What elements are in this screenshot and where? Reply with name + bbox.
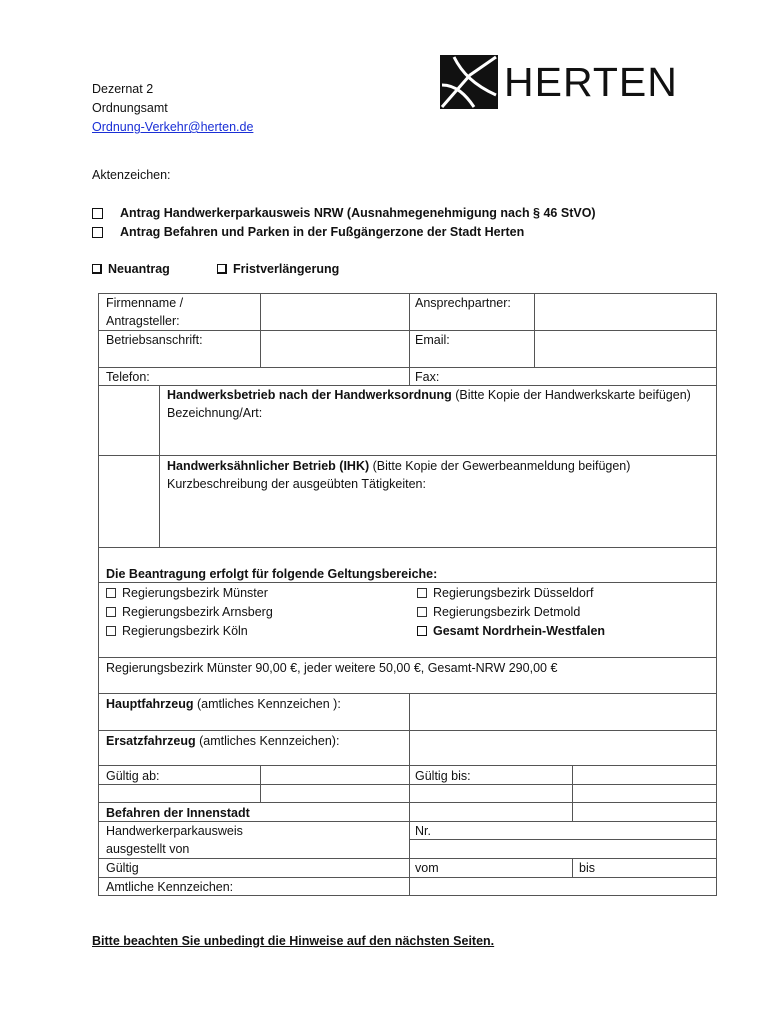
nr-label: Nr. — [415, 824, 431, 838]
table-line — [98, 765, 717, 766]
handwerksbetrieb-checkbox-cell[interactable] — [100, 387, 158, 453]
herten-logo-mark-icon — [440, 55, 498, 109]
notice-text: Bitte beachten Sie unbedingt die Hinweise auf den nächsten Seiten. — [92, 934, 495, 948]
herten-logo — [440, 55, 678, 109]
firmenname-field[interactable] — [262, 295, 406, 328]
checkbox-koeln[interactable] — [106, 626, 116, 636]
bezirk-duesseldorf-label: Regierungsbezirk Düsseldorf — [433, 586, 594, 600]
bis-label: bis — [579, 861, 595, 875]
neuantrag-label: Neuantrag — [108, 262, 170, 276]
ansprechpartner-field[interactable] — [536, 295, 714, 328]
application-form-table — [98, 293, 717, 896]
gueltig-ab-label: Gültig ab: — [106, 769, 160, 783]
table-line — [98, 367, 717, 368]
bezirk-arnsberg[interactable] — [106, 603, 273, 621]
bezirk-muenster-label: Regierungsbezirk Münster — [122, 586, 268, 600]
table-line — [98, 802, 717, 803]
ersatzfahrzeug-label — [106, 732, 339, 750]
sender-email-link[interactable]: Ordnung-Verkehr@herten.de — [92, 120, 254, 134]
handwerksaehnlich-title: Handwerksähnlicher Betrieb (IHK) — [167, 459, 370, 473]
bezirk-muenster[interactable] — [106, 584, 268, 602]
sender-office: Ordnungsamt — [92, 101, 168, 115]
sender-block — [92, 80, 253, 137]
table-line — [572, 858, 573, 877]
handwerksbetrieb-description: (Bitte Kopie der Handwerkskarte beifügen) Bezeichnung/Art: — [167, 388, 691, 420]
firmenname-label: Firmenname / Antragsteller: — [106, 296, 184, 328]
vom-label: vom — [415, 861, 439, 875]
table-line — [98, 582, 717, 583]
checkbox-nrw[interactable] — [417, 626, 427, 636]
bezirk-nrw-label: Gesamt Nordrhein-Westfalen — [433, 624, 606, 638]
handwerksaehnlich-checkbox-cell[interactable] — [100, 457, 158, 545]
ersatzfahrzeug-title: Ersatzfahrzeug — [106, 734, 196, 748]
bezirk-duesseldorf[interactable] — [417, 584, 594, 602]
checkbox-muenster[interactable] — [106, 588, 116, 598]
geltungsbereiche-heading: Die Beantragung erfolgt für folgende Geltungsbereiche: — [106, 567, 438, 581]
ersatzfahrzeug-field[interactable] — [411, 732, 714, 764]
aktenzeichen-label: Aktenzeichen: — [92, 168, 171, 182]
antrag-option-parkausweis[interactable] — [92, 206, 596, 220]
sender-department: Dezernat 2 — [92, 82, 154, 96]
checkbox-duesseldorf[interactable] — [417, 588, 427, 598]
handwerksaehnlich-description: (Bitte Kopie der Gewerbeanmeldung beifügen) Kurzbeschreibung der ausgeübten Tätigkeiten: — [167, 459, 631, 491]
table-line — [98, 547, 717, 548]
bezirk-detmold[interactable] — [417, 603, 580, 621]
handwerksaehnlich-text — [167, 457, 712, 493]
checkbox-parkausweis[interactable] — [92, 208, 103, 219]
table-line — [572, 802, 573, 821]
table-line — [98, 784, 717, 785]
option-neuantrag[interactable] — [92, 262, 170, 276]
checkbox-fristverlaengerung[interactable] — [217, 264, 227, 274]
table-line — [409, 293, 410, 385]
table-line — [159, 385, 160, 547]
table-line — [98, 730, 717, 731]
hauptfahrzeug-hint: (amtliches Kennzeichen ): — [193, 697, 341, 711]
table-line — [409, 839, 717, 840]
table-line — [409, 693, 410, 765]
logo-text: HERTEN — [504, 59, 678, 105]
checkbox-neuantrag[interactable] — [92, 264, 102, 274]
fristverlaengerung-label: Fristverlängerung — [233, 262, 340, 276]
table-border — [98, 293, 99, 896]
antrag-option-fussgaengerzone-label: Antrag Befahren und Parken in der Fußgängerzone der Stadt Herten — [120, 225, 525, 239]
table-border — [716, 293, 717, 896]
ersatzfahrzeug-hint: (amtliches Kennzeichen): — [195, 734, 340, 748]
betriebsanschrift-field[interactable] — [262, 332, 406, 365]
checkbox-arnsberg[interactable] — [106, 607, 116, 617]
table-line — [98, 657, 717, 658]
ansprechpartner-label: Ansprechpartner: — [415, 296, 511, 310]
telefon-label: Telefon: — [106, 370, 150, 384]
hauptfahrzeug-label — [106, 695, 341, 713]
handwerkerparkausweis-label: Handwerkerparkausweis — [106, 824, 243, 838]
bezirk-koeln-label: Regierungsbezirk Köln — [122, 624, 248, 638]
betriebsanschrift-label: Betriebsanschrift: — [106, 333, 203, 347]
bezirk-arnsberg-label: Regierungsbezirk Arnsberg — [122, 605, 273, 619]
handwerksbetrieb-text — [167, 386, 712, 422]
bezirk-nrw[interactable] — [417, 622, 605, 640]
antrag-option-parkausweis-label: Antrag Handwerkerparkausweis NRW (Ausnahmegenehmigung nach § 46 StVO) — [120, 206, 596, 220]
gueltig-bis-label: Gültig bis: — [415, 769, 471, 783]
table-line — [98, 455, 717, 456]
handwerksbetrieb-title: Handwerksbetrieb nach der Handwerksordnung — [167, 388, 452, 402]
hauptfahrzeug-title: Hauptfahrzeug — [106, 697, 194, 711]
table-line — [98, 693, 717, 694]
hauptfahrzeug-field[interactable] — [411, 695, 714, 729]
antrag-option-fussgaengerzone[interactable] — [92, 225, 524, 239]
gueltig-label: Gültig — [106, 861, 139, 875]
checkbox-fussgaengerzone[interactable] — [92, 227, 103, 238]
gueltig-ab-field[interactable] — [262, 767, 406, 783]
checkbox-detmold[interactable] — [417, 607, 427, 617]
gueltig-bis-field[interactable] — [574, 767, 714, 783]
kennzeichen-label: Amtliche Kennzeichen: — [106, 880, 234, 894]
bezirk-koeln[interactable] — [106, 622, 248, 640]
befahren-heading: Befahren der Innenstadt — [106, 806, 250, 820]
email-field[interactable] — [536, 332, 714, 365]
fax-label: Fax: — [415, 370, 440, 384]
price-info: Regierungsbezirk Münster 90,00 €, jeder weitere 50,00 €, Gesamt-NRW 290,00 € — [106, 661, 558, 675]
bezirk-detmold-label: Regierungsbezirk Detmold — [433, 605, 581, 619]
email-label: Email: — [415, 333, 450, 347]
table-line — [98, 858, 717, 859]
option-fristverlaengerung[interactable] — [217, 262, 339, 276]
ausgestellt-label: ausgestellt von — [106, 842, 190, 856]
